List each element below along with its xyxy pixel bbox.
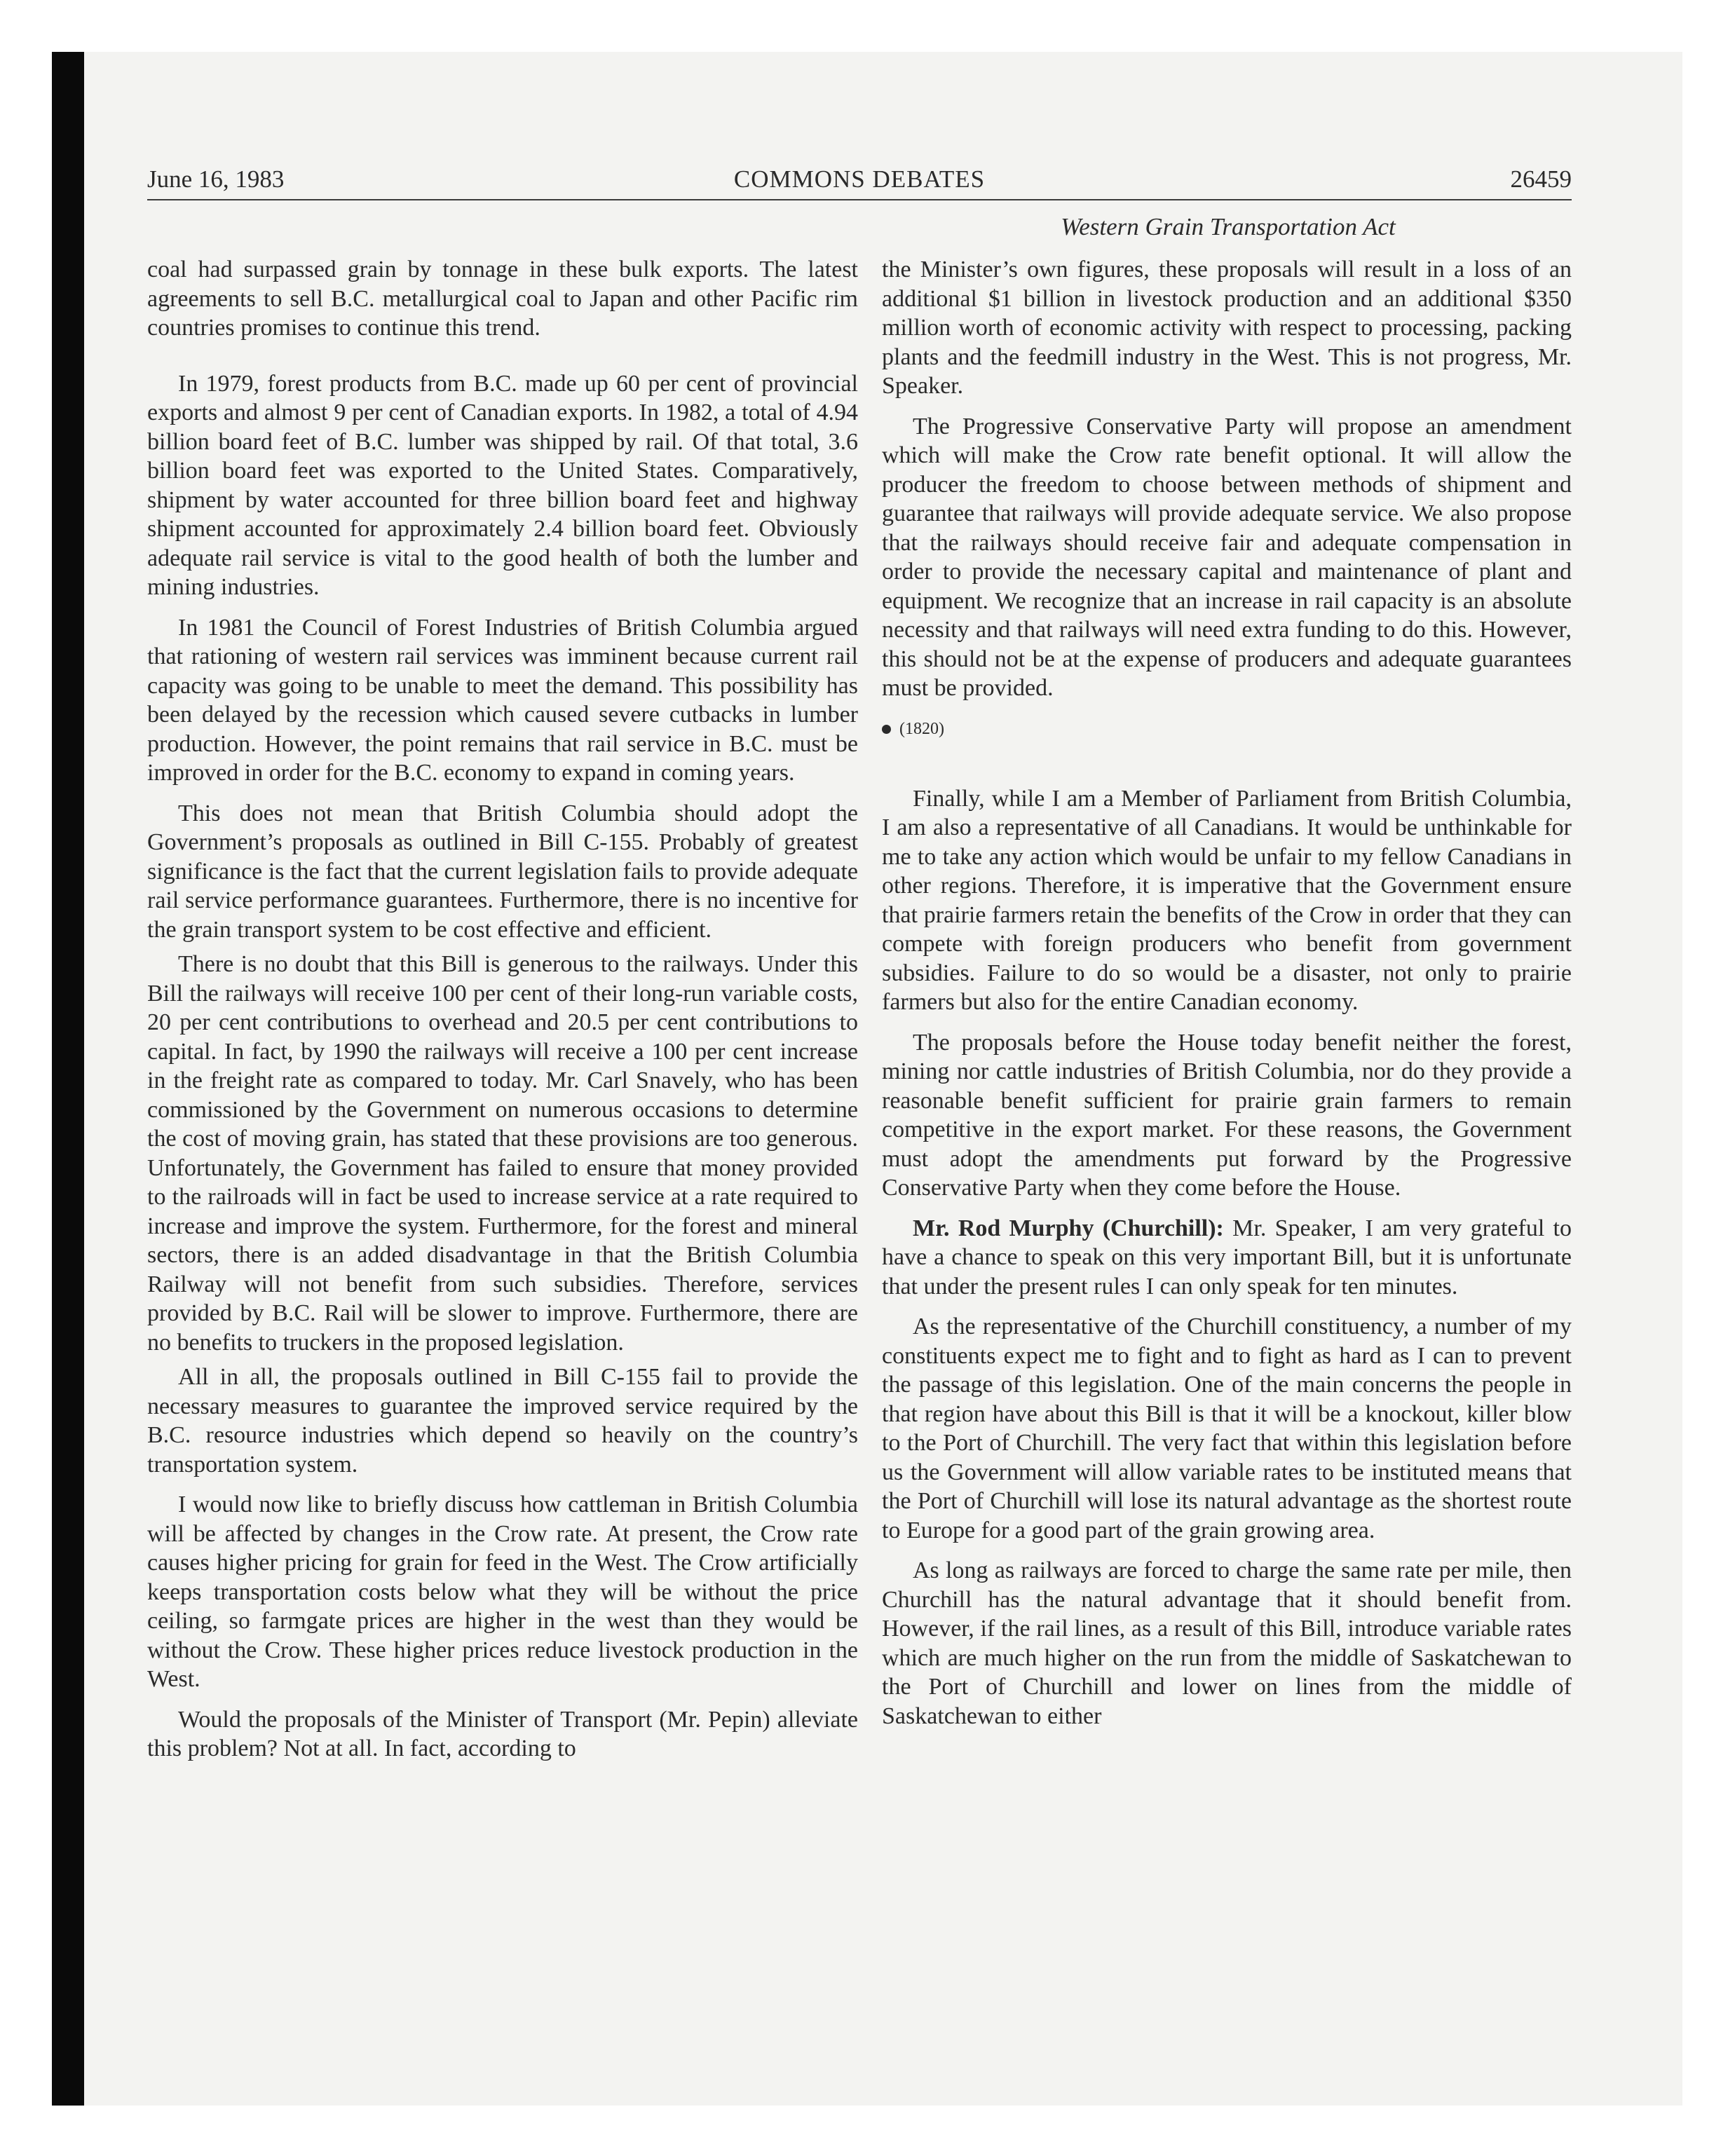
paragraph: All in all, the proposals outlined in Bill C-155 fail to provide the necessary measures to guarantee the improved service required by the B.C. resource industries which depend so heavily on the country’s transportation system. <box>147 1364 858 1478</box>
section-title: Western Grain Transportation Act <box>1061 213 1396 240</box>
paragraph: The proposals before the House today benefit neither the forest, mining nor cattle industries of British Columbia, nor do they provide a reasonable benefit sufficient for prairie grain farmers to remain competitive in the export market. For these reasons, the Government must adopt the amendments put forward by the Progressive Conservative Party when they come before the House. <box>882 1029 1572 1201</box>
header-date: June 16, 1983 <box>147 165 285 193</box>
paragraph: coal had surpassed grain by tonnage in these bulk exports. The latest agreements to sell B.C. metallurgical coal to Japan and other Pacific rim countries promises to continue this trend. <box>147 257 858 341</box>
paragraph: I would now like to briefly discuss how cattleman in British Columbia will be affected by changes in the Crow rate. At present, the Crow rate causes higher pricing for grain for feed in the West. The Crow artificially keeps transportation costs below what they will be without the price ceiling, so farmgate prices are higher in the west than they would be without the Crow. These higher prices reduce livestock production in the West. <box>147 1492 858 1692</box>
paragraph: This does not mean that British Columbia should adopt the Government’s proposals as outlined in Bill C-155. Probably of greatest significance is the fact that the current legislation fails to provide adequate rail service performance guarantees. Furthermore, there is no incentive for the grain transport system to be cost effective and efficient. <box>147 800 858 943</box>
speaker-paragraph <box>882 1214 1572 1302</box>
paragraph: Would the proposals of the Minister of Transport (Mr. Pepin) alleviate this problem? Not at all. In fact, according to <box>147 1706 858 1761</box>
bullet-icon <box>882 725 891 734</box>
paragraph: There is no doubt that this Bill is generous to the railways. Under this Bill the railways will receive 100 per cent of their long-run variable costs, 20 per cent contributions to overhead and 20.5 per cent contributions to capital. In fact, by 1990 the railways will receive a 100 per cent increase in the freight rate as compared to today. Mr. Carl Snavely, who has been commissioned by the Government on numerous occasions to determine the cost of moving grain, has stated that these provisions are too generous. Unfortunately, the Government has failed to ensure that money provided to the railroads will in fact be used to increase service at a rate required to increase and improve the system. Furthermore, for the forest and mineral sectors, there is an added disadvantage in that the British Columbia Railway will not benefit from such subsidies. Therefore, services provided by B.C. Rail will be slower to improve. Furthermore, there are no benefits to truckers in the proposed legislation. <box>147 951 858 1356</box>
right-column <box>882 255 1572 1742</box>
time-marker-label: (1820) <box>899 719 944 738</box>
paragraph: The Progressive Conservative Party will propose an amendment which will make the Crow rate benefit optional. It will allow the producer the freedom to choose between methods of shipment and guarantee that railways will provide adequate service. We also propose that the railways should receive fair and adequate compensation in order to provide the necessary capital and maintenance of plant and equipment. We recognize that an increase in rail capacity is an absolute necessity and that railways will need extra funding to do this. However, this should not be at the expense of producers and adequate guarantees must be provided. <box>882 413 1572 701</box>
time-marker <box>882 718 1572 739</box>
page-number: 26459 <box>1510 165 1572 193</box>
speaker-name: Mr. Rod Murphy (Churchill): <box>913 1215 1224 1241</box>
page-header <box>147 163 1572 200</box>
paragraph: In 1981 the Council of Forest Industries of British Columbia argued that rationing of western rail services was imminent because current rail capacity was going to be unable to meet the demand. This possibility has been delayed by the recession which caused severe cutbacks in lumber production. However, the point remains that rail service in B.C. must be improved in order for the B.C. economy to expand in coming years. <box>147 614 858 786</box>
paragraph: In 1979, forest products from B.C. made up 60 per cent of provincial exports and almost 9 per cent of Canadian exports. In 1982, a total of 4.94 billion board feet of B.C. lumber was shipped by rail. Of that total, 3.6 billion board feet was exported to the United States. Comparatively, shipment by water accounted for three billion board feet and highway shipment accounted for approximately 2.4 billion board feet. Obviously adequate rail service is vital to the good health of both the lumber and mining industries. <box>147 370 858 600</box>
paragraph: the Minister’s own figures, these proposals will result in a loss of an additional $1 billion in livestock production and an additional $350 million worth of economic activity with respect to processing, packing plants and the feedmill industry in the West. This is not progress, Mr. Speaker. <box>882 257 1572 399</box>
scan-edge-bar <box>52 52 84 2106</box>
paragraph: As long as railways are forced to charge the same rate per mile, then Churchill has the natural advantage that it should benefit from. However, if the rail lines, as a result of this Bill, introduce variable rates which are much higher on the run from the middle of Saskatchewan to the Port of Churchill and lower on lines from the middle of Saskatchewan to either <box>882 1557 1572 1729</box>
speaker-text: Mr. Speaker, I am very grateful to have a chance to speak on this very important Bill, but it is unfortunate that under the present rules I can only speak for ten minutes. <box>882 1215 1572 1299</box>
paragraph: As the representative of the Churchill constituency, a number of my constituents expect me to fight and to fight as hard as I can to prevent the passage of this legislation. One of the main concerns the people in that region have about this Bill is that it will be a knockout, killer blow to the Port of Churchill. The very fact that within this legislation before us the Government will allow variable rates to be instituted means that the Port of Churchill will lose its natural advantage as the shortest route to Europe for a good part of the grain growing area. <box>882 1314 1572 1543</box>
header-title: COMMONS DEBATES <box>733 165 986 193</box>
left-column <box>147 255 858 1775</box>
paragraph: Finally, while I am a Member of Parliament from British Columbia, I am also a representative of all Canadians. It would be unthinkable for me to take any action which would be unfair to my fellow Canadians in other regions. Therefore, it is imperative that the Government ensure that prairie farmers retain the benefits of the Crow in order that they can compete with foreign producers who benefit from government subsidies. Failure to do so would be a disaster, not only to prairie farmers but also for the entire Canadian economy. <box>882 785 1572 1015</box>
